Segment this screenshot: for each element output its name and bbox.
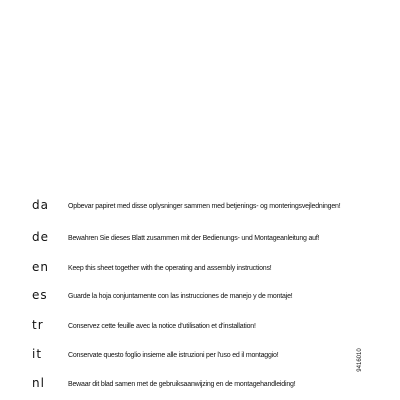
language-instruction-text: Bewahren Sie dieses Blatt zusammen mit der Bedienungs- und Montageanleitung auf!: [68, 235, 320, 242]
language-instruction-text: Bewaar dit blad samen met de gebruiksaanwijzing en de montagehandleiding!: [68, 381, 296, 388]
language-instruction-text: Opbevar papiret med disse oplysninger sammen med betjenings- og monteringsvejledningen!: [68, 203, 341, 210]
language-instruction-text: Conservez cette feuille avec la notice d'utilisation et d'installation!: [68, 323, 256, 330]
language-code: en: [32, 260, 49, 274]
language-instruction-text: Guarde la hoja conjuntamente con las instrucciones de manejo y de montaje!: [68, 293, 293, 300]
language-code: es: [32, 288, 48, 302]
document-number: 9416010: [357, 348, 363, 372]
language-instruction-text: Keep this sheet together with the operating and assembly instructions!: [68, 265, 272, 272]
language-code: da: [32, 198, 49, 212]
language-code: de: [32, 230, 49, 244]
language-code: nl: [32, 376, 45, 390]
language-instruction-text: Conservate questo foglio insieme alle istruzioni per l'uso ed il montaggio!: [68, 352, 279, 359]
language-code: tr: [32, 318, 44, 332]
language-code: it: [32, 347, 43, 361]
